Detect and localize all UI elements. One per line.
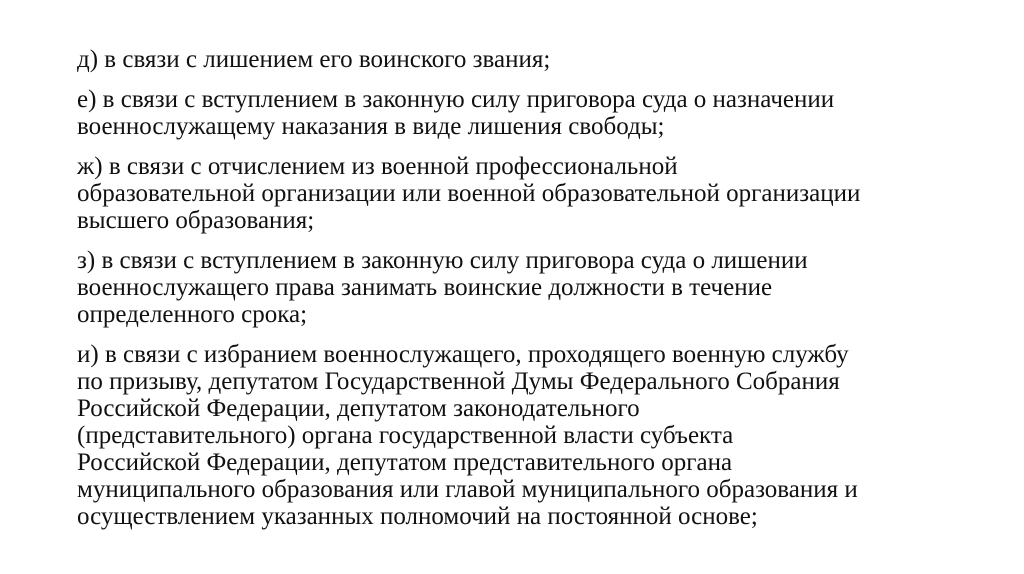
text-line: высшего образования; (77, 207, 315, 234)
text-line: военнослужащему наказания в виде лишения свободы; (77, 113, 665, 140)
text-line: по призыву, депутатом Государственной Думы Федерального Собрания (77, 368, 840, 395)
text-line: Российской Федерации, депутатом законодательного (77, 395, 640, 422)
text-line: образовательной организации или военной образовательной организации (77, 180, 861, 207)
paragraph-d (77, 46, 977, 73)
text-line: д) в связи с лишением его воинского звания; (77, 46, 551, 73)
text-line: определенного срока; (77, 301, 308, 328)
text-line: е) в связи с вступлением в законную силу приговора суда о назначении (77, 86, 835, 113)
text-line: Российской Федерации, депутатом представительного органа (77, 449, 733, 476)
text-line: (представительного) органа государственной власти субъекта (77, 422, 734, 449)
text-line: и) в связи с избранием военнослужащего, проходящего военную службу (77, 341, 849, 368)
text-line: осуществлением указанных полномочий на постоянной основе; (77, 503, 758, 530)
text-line: военнослужащего права занимать воинские должности в течение (77, 274, 773, 301)
text-line: муниципального образования или главой муниципального образования и (77, 476, 858, 503)
text-line: з) в связи с вступлением в законную силу приговора суда о лишении (77, 247, 808, 274)
text-line: ж) в связи с отчислением из военной профессиональной (77, 153, 678, 180)
document-text (77, 46, 977, 543)
paragraph-z (77, 247, 977, 328)
paragraph-e (77, 86, 977, 140)
paragraph-i (77, 341, 977, 530)
paragraph-zh (77, 153, 977, 234)
